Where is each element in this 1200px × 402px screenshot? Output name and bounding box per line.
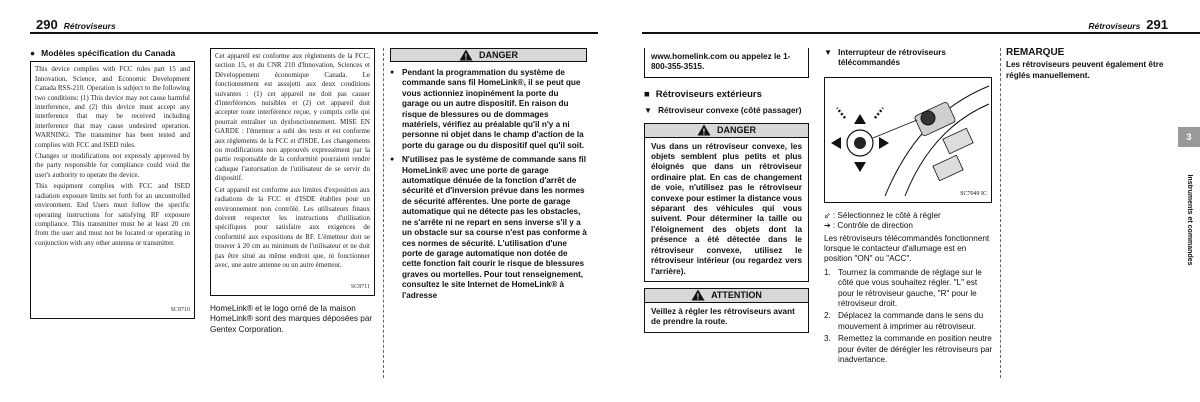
danger-text: Vus dans un rétroviseur convexe, les objets semblent plus petits et plus éloignés que dans un rétroviseur ordinaire plat. En cas de changement de voie, n'utilisez pas le rétroviseur convexe pour estimer la distance vous séparant des véhicules qui vous suivent. Pour déterminer la taille ou l'éloignement des objets dont la présence a été détectée dans le rétroviseur convexe, utilisez le rétroviseur intérieur (ou regardez vers l'arrière). [651,141,802,276]
steps-list [824,268,994,366]
step-number: 1. [824,267,831,277]
remark-heading: REMARQUE [1006,47,1065,58]
legend-item [824,211,994,221]
svg-text:!: ! [702,127,706,137]
mirror-switch-illustration [824,77,992,203]
warning-triangle-icon [697,124,711,136]
fcc-notice-box [30,61,195,319]
ic-paragraph: Cet appareil est conforme aux limites d'exposition aux radiations de la FCC et d'ISDE établies pour un environnement non contrôlé. Les utilisateurs finaux doivent respecter les instructions d'utilisation spécifiques pour satisfaire aux exigences de conformité aux expositions de RF. L'émetteur doit se trouver à 20 cm au minimum de l'utilisateur et ne doit pas être situé au même endroit que, ni fonctionner avec, une autre antenne ou un autre émetteur. [215,185,370,269]
legend-text: : Contrôle de direction [832,221,913,231]
switch-heading [824,48,994,69]
section-title: Rétroviseurs extérieurs [655,88,762,100]
step-text: Remettez la commande en position neutre pour éviter de dérégler les rétroviseurs par inadvertance. [838,334,993,365]
remark-column [1006,48,1176,81]
subsection-title: Rétroviseur convexe (côté passager) [658,106,802,116]
column-divider [1000,48,1001,378]
figure-code: SC8710 [170,307,190,313]
chapter-title-text: Instruments et commandes [1186,174,1194,266]
right-page-header [1088,17,1168,32]
chapter-title [1180,150,1198,290]
danger-item: ● N'utilisez pas le système de commande sans fil HomeLink® avec une porte de garage automatique dénuée de la fonction d'arrêt de sécurité et d'inversion prévue dans les normes de sécurité afférentes. Une porte de garage automatique qui ne détecte pas les obstacles, ne s'arrête ni ne repart en sens inverse s'il y a un obstacle sur sa course n'est pas conforme à ces normes de sécurité. L'utilisation d'une porte de garage automatique non dotée de cette fonction fait courir le risque de blessures graves ou mortelles. Pour tout renseignement, consultez le site Internet de HomeLink® à l'adresse [390,155,587,301]
fcc-paragraph: Changes or modifications not expressly approved by the party responsible for compliance could void the user's authority to operate the device. [35,152,190,179]
page-number: 291 [1146,17,1168,32]
danger-heading [390,48,587,62]
step-number: 3. [824,334,831,344]
canada-spec-column [30,48,195,319]
page-number: 290 [36,17,58,32]
attention-text: Veillez à régler les rétroviseurs avant de prendre la route. [651,306,795,327]
exterior-mirrors-column [644,48,809,333]
triangle-bullet-icon: ▼ [644,106,653,116]
url-box: www.homelink.com ou appelez le 1-800-355-3515. [644,48,809,78]
attention-box [644,288,809,333]
column-divider [383,48,384,378]
running-title: Rétroviseurs [1088,21,1141,31]
svg-text:!: ! [464,52,468,61]
bullet-icon: ● [30,48,36,58]
select-side-icon: ⇙ [824,210,831,220]
ic-notice-box [210,48,375,296]
remark-text: Les rétroviseurs peuvent également être réglés manuellement. [1006,60,1164,80]
chapter-tab: 3 [1178,127,1200,147]
switch-title: Interrupteur de rétroviseurs télécommandés [838,48,946,68]
legend-text: : Sélectionnez le côté à régler [832,210,941,220]
direction-arrow-icon: ➔ [824,221,831,231]
step-item [824,268,994,310]
mirror-switch-column [824,48,994,368]
header-rule [30,32,598,34]
attention-heading [645,289,808,303]
fcc-paragraph: This equipment complies with FCC and ISED radiation exposure limits set forth for an uncontrolled environment. End Users must follow the specific operating instructions for satisfying RF exposure compliance. This transmitter must be at least 20 cm from the user and must not be located or operating in conjunction with any other antenna or transmitter. [35,182,190,247]
mirror-switch-diagram [825,78,991,202]
homelink-trademark-note: HomeLink® et le logo orné de la maison HomeLink® sont des marques déposées par Gentex Corporation. [210,304,373,334]
danger-column [390,48,587,305]
section-heading [30,48,195,58]
danger-item: ● Pendant la programmation du système de commande sans fil HomeLink®, il se peut que vous actionniez inopinément la porte du garage ou un autre dispositif. En raison du risque de blessures ou de dommages matériels, vérifiez au préalable qu'il n'y a ni personne ni objet dans le champ d'action de la porte du garage ou du dispositif quel qu'il soit. [390,68,587,151]
ic-notice-column [210,48,375,335]
svg-text:!: ! [696,292,700,302]
danger-label: DANGER [478,49,518,60]
danger-heading [645,124,808,138]
warning-triangle-icon [691,289,705,301]
running-title: Rétroviseurs [63,21,116,31]
right-page [602,0,1200,402]
danger-box [644,123,809,282]
danger-list [390,68,587,301]
subsection-heading [644,106,809,116]
figure-code: SC8711 [350,283,370,290]
section-title: Modèles spécification du Canada [41,48,176,58]
triangle-bullet-icon: ▼ [824,48,833,57]
step-item [824,334,994,365]
section-heading [644,90,809,100]
step-text: Déplacez la commande dans le sens du mouvement à imprimer au rétroviseur. [838,311,984,331]
attention-label: ATTENTION [711,290,762,301]
step-text: Tournez la commande de réglage sur le côté que vous souhaitez régler. "L" est pour le rétroviseur gauche, "R" pour le rétroviseur droit. [838,267,982,309]
legend-item [824,221,994,231]
square-bullet-icon: ■ [644,88,650,100]
step-item [824,311,994,332]
ic-paragraph: Cet appareil est conforme aux règlements de la FCC, section 15, et du CNR 210 d'Innovation, Sciences et Développement économique Canada. Le fonctionnement est assujetti aux deux conditions suivantes : (1) cet appareil ne doit pas causer d'interférences nuisibles et (2) cet appareil doit accepter toute interférence reçue, y compris celle qui pourrait entraîner un dysfonctionnement. MISE EN GARDE : l'émetteur a subi des tests et est conforme aux règlements de la FCC et d'ISDE. Les changements ou modifications non approuvés expressément par la partie responsable de la conformité pourraient rendre caduque l'autorisation de l'utilisateur de se servir du dispositif. [215,52,370,183]
legend [824,211,994,232]
left-page-header [36,17,116,32]
left-page [0,0,598,402]
warning-triangle-icon [459,49,473,61]
figure-code: SC7049 IC [960,191,987,198]
step-number: 2. [824,311,831,321]
danger-label: DANGER [716,124,756,135]
intro-text: Les rétroviseurs télécommandés fonctionnent lorsque le contacteur d'allumage est en position "ON" ou "ACC". [824,233,990,264]
header-rule [642,32,1200,34]
fcc-paragraph: This device complies with FCC rules part 15 and Innovation, Science, and Economic Development Canada RSS-210. Operation is subject to the following two conditions: (1) This device may not cause harmful interference, and (2) this device must accept any interference that may be received including interference that may cause undesired operation. WARNING: The transmitter has been tested and complies with FCC and ISED rules. [35,65,190,149]
